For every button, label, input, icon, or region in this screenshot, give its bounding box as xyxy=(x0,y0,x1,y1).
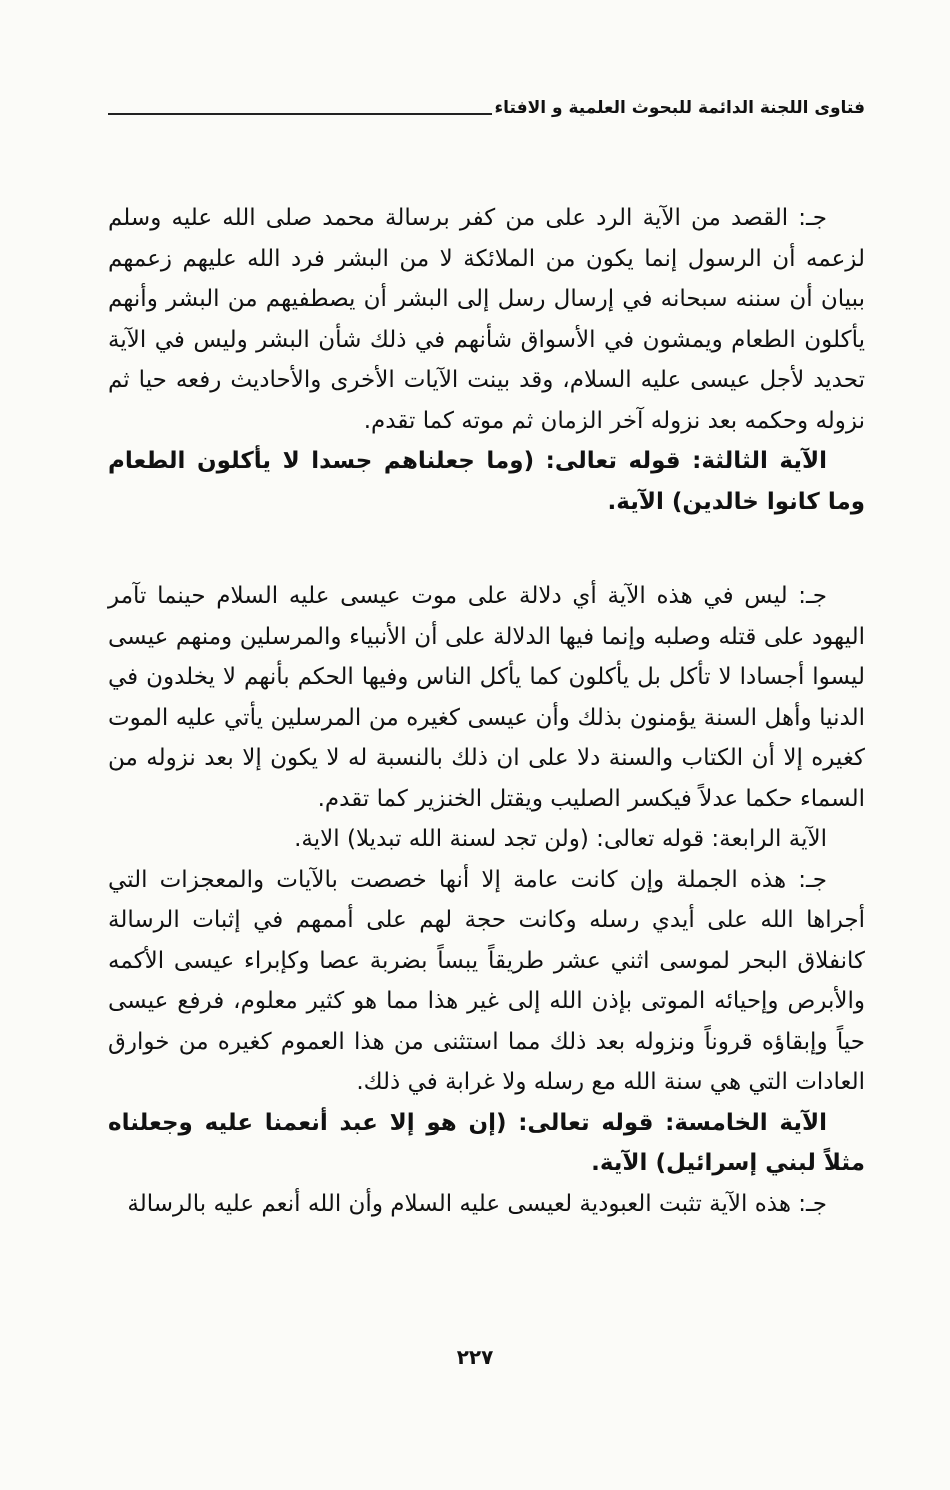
page-header xyxy=(108,82,865,122)
page-number: ٢٢٧ xyxy=(456,1345,494,1369)
answer-paragraph-3: جـ: هذه الجملة وإن كانت عامة إلا أنها خصصت بالآيات والمعجزات التي أجراها الله على أيدي رسله وكانت حجة لهم على أممهم في إثبات الرسالة كانفلاق البحر لموسى اثني عشر طريقاً يبساً بضربة عصا وكإبراء عيسى الأكمه والأبرص وإحيائه الموتى بإذن الله إلى غير هذا مما هو كثير معلوم، فرفع عيسى حياً وإبقاؤه قروناً ونزوله بعد ذلك مما استثنى من هذا العموم كغيره من خوارق العادات التي هي سنة الله مع رسله ولا غرابة في ذلك. xyxy=(108,866,865,1095)
verse-heading-3: الآية الثالثة: قوله تعالى: (وما جعلناهم جسدا لا يأكلون الطعام وما كانوا خالدين) الآية. xyxy=(108,448,865,515)
page-body xyxy=(108,198,865,1224)
header-rule xyxy=(108,113,492,115)
running-title: فتاوى اللجنة الدائمة للبحوث العلمية و الافتاء xyxy=(494,98,865,118)
paragraph-gap xyxy=(108,522,865,576)
answer-paragraph-2: جـ: ليس في هذه الآية أي دلالة على موت عيسى عليه السلام حينما تآمر اليهود على قتله وصلبه وإنما فيها الدلالة على أن الأنبياء والمرسلين ومنهم عيسى ليسوا أجسادا لا تأكل بل يأكلون كما يأكل الناس وفيها الحكم بأنهم لا يخلدون في الدنيا وأهل السنة يؤمنون بذلك وأن عيسى كغيره من المرسلين يأتي عليه الموت كغيره إلا أن الكتاب والسنة دلا على ان ذلك بالنسبة له لا يكون إلا بعد نزوله من السماء حكما عدلاً فيكسر الصليب ويقتل الخنزير كما تقدم. xyxy=(108,583,865,812)
verse-heading-5: الآية الخامسة: قوله تعالى: (إن هو إلا عبد أنعمنا عليه وجعلناه مثلاً لبني إسرائيل) الآية. xyxy=(108,1109,865,1176)
answer-paragraph-4: جـ: هذه الآية تثبت العبودية لعيسى عليه السلام وأن الله أنعم عليه بالرسالة xyxy=(127,1190,827,1217)
answer-paragraph-1: جـ: القصد من الآية الرد على من كفر برسالة محمد صلى الله عليه وسلم لزعمه أن الرسول إنما يكون من الملائكة لا من البشر فرد الله عليهم زعمهم ببيان أن سننه سبحانه في إرسال رسل إلى البشر أن يصطفيهم من البشر وأنهم يأكلون الطعام ويمشون في الأسواق شأنهم في ذلك شأن البشر وليس في الآية تحديد لأجل عيسى عليه السلام، وقد بينت الآيات الأخرى والأحاديث رفعه حيا ثم نزوله وحكمه بعد نزوله آخر الزمان ثم موته كما تقدم. xyxy=(108,205,865,434)
verse-heading-4: الآية الرابعة: قوله تعالى: (ولن تجد لسنة الله تبديلا) الاية. xyxy=(294,826,827,852)
